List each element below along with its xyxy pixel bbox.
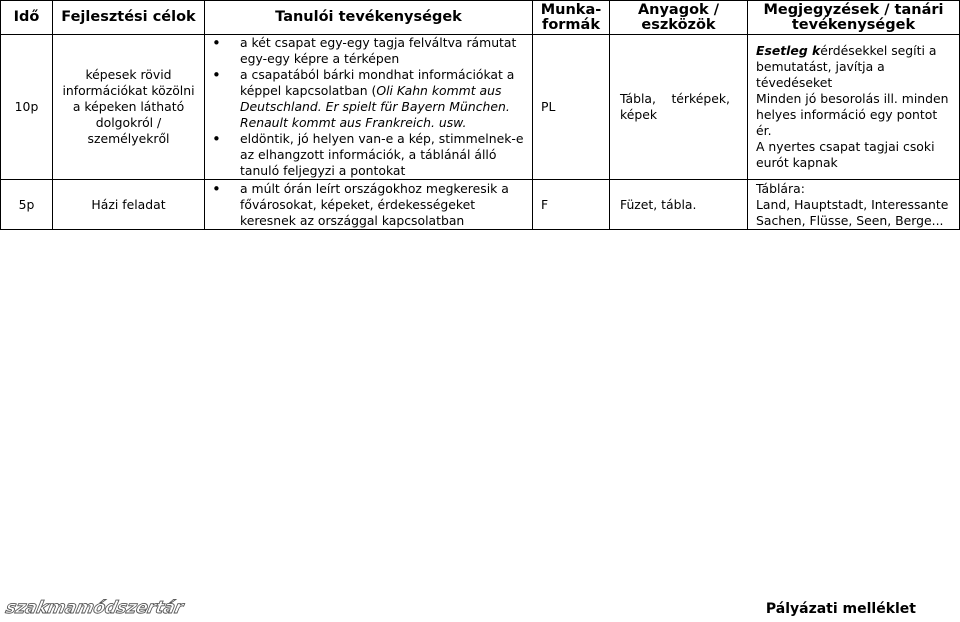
materials-text: Tábla, <box>620 91 656 106</box>
table-row <box>1 35 960 180</box>
header-goals: Fejlesztési célok <box>53 1 205 35</box>
materials-cell: Füzet, tábla. <box>610 180 748 230</box>
header-time: Idő <box>1 1 53 35</box>
activity-text: a csapatából bárki mondhat információkat a képpel kapcsolatban ( <box>240 67 515 98</box>
note-text: érdésekkel segíti a bemutatást, javítja a tévedéseket <box>756 43 937 90</box>
activity-item: • a két csapat egy-egy tagja felváltva rámutat egy-egy képre a térképen <box>226 35 528 67</box>
note-line <box>756 43 955 91</box>
note-line: Land, Hauptstadt, Interessante Sachen, Flüsse, Seen, Berge... <box>756 196 949 228</box>
time-cell: 10p <box>1 35 53 180</box>
header-notes: Megjegyzések / tanári tevékenységek <box>748 1 960 35</box>
note-line: Minden jó besorolás ill. minden helyes információ egy pontot ér. <box>756 91 949 138</box>
notes-cell <box>748 180 960 230</box>
work-form-cell: PL <box>533 35 610 180</box>
activity-item: • a múlt órán leírt országokhoz megkeresik a fővárosokat, képeket, érdekességeket keresnek az országgal kapcsolatban <box>226 181 528 229</box>
activity-item: • eldöntik, jó helyen van-e a kép, stimmelnek-e az elhangzott információk, a táblánál álló tanuló feljegyzi a pontokat <box>226 131 528 179</box>
materials-line <box>620 91 730 107</box>
note-line: Táblára: <box>756 180 805 196</box>
activities-cell <box>205 35 533 180</box>
work-form-cell: F <box>533 180 610 230</box>
activity-item <box>226 67 528 131</box>
note-bold-text: Esetleg k <box>756 43 821 58</box>
goal-cell: képesek rövid információkat közölni a képeken látható dolgokról / személyekről <box>53 35 205 180</box>
header-work-forms: Munka-formák <box>533 1 610 35</box>
brand-logo: szakmamódszertár <box>3 598 185 618</box>
header-materials: Anyagok / eszközök <box>610 1 748 35</box>
activities-cell <box>205 180 533 230</box>
header-row <box>1 1 960 35</box>
activity-example-text: Oli Kahn kommt aus Deutschland. Er spielt für Bayern München. Renault kommt aus Frankreich. usw. <box>240 83 510 130</box>
footer-label: Pályázati melléklet <box>765 601 916 617</box>
goal-cell: Házi feladat <box>53 180 205 230</box>
time-cell: 5p <box>1 180 53 230</box>
header-activities: Tanulói tevékenységek <box>205 1 533 35</box>
lesson-plan-table <box>0 0 960 230</box>
materials-text: képek <box>620 107 658 122</box>
note-line: A nyertes csapat tagjai csoki eurót kapnak <box>756 139 935 170</box>
materials-text: térképek, <box>671 91 730 106</box>
table-row <box>1 180 960 230</box>
notes-cell <box>748 35 960 180</box>
materials-cell <box>610 35 748 180</box>
